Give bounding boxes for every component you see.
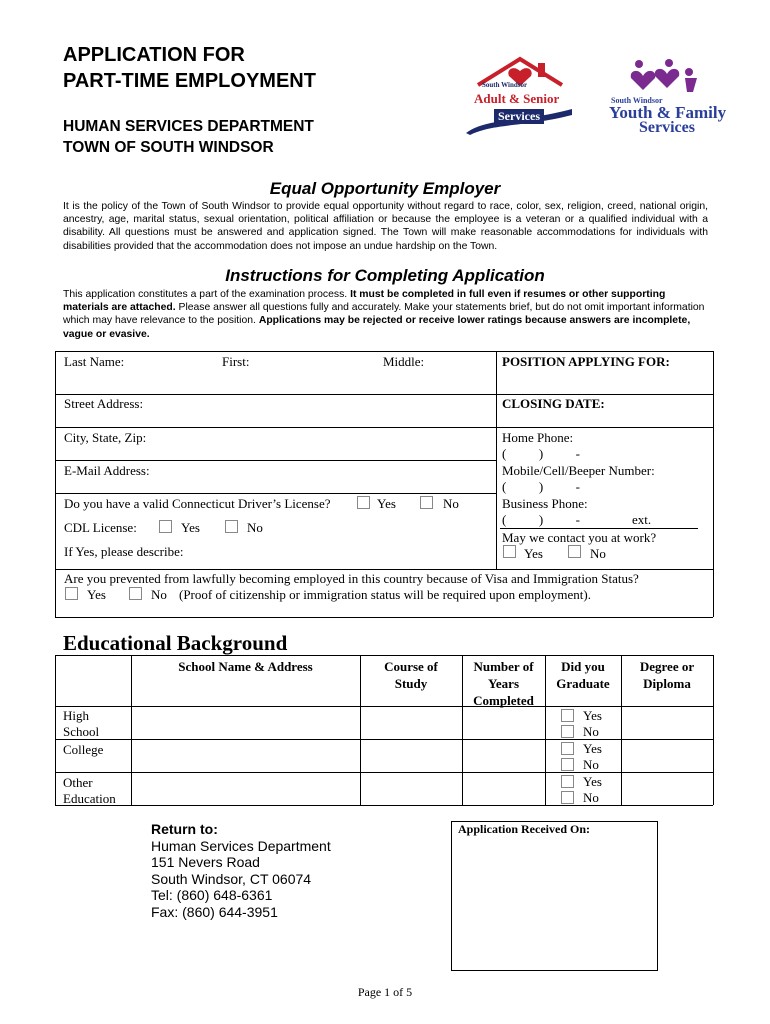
middle-name-label: Middle: <box>383 354 425 369</box>
visa-no-checkbox[interactable] <box>129 587 142 600</box>
years-header-line1: Number of <box>473 659 534 674</box>
college-graduate-no-checkbox[interactable] <box>561 758 574 771</box>
course-header-line1: Course of <box>384 659 438 674</box>
return-fax: Fax: (860) 644-3951 <box>151 903 278 920</box>
hs-graduate-yes-label: Yes <box>583 708 602 723</box>
contact-yes-label: Yes <box>524 546 543 561</box>
years-header-line2: Years <box>487 676 520 691</box>
closing-date-label: CLOSING DATE: <box>502 396 605 411</box>
college-graduate-yes-checkbox[interactable] <box>561 742 574 755</box>
position-applying-label: POSITION APPLYING FOR: <box>502 354 670 369</box>
drivers-license-question: Do you have a valid Connecticut Driver’s License? <box>64 496 331 511</box>
last-name-label: Last Name: <box>64 354 125 369</box>
town-name: TOWN OF SOUTH WINDSOR <box>63 139 274 156</box>
return-to-label: Return to: <box>151 821 218 837</box>
home-phone-field[interactable]: ( ) - <box>502 446 580 461</box>
contact-no-label: No <box>590 546 606 561</box>
course-header-line2: Study <box>394 676 428 691</box>
other-graduate-yes-checkbox[interactable] <box>561 775 574 788</box>
hs-graduate-no-label: No <box>583 724 599 739</box>
row-college: College <box>63 742 104 757</box>
eoe-policy-text: It is the policy of the Town of South Windsor to provide equal opportunity without regard to race, color, sex, religion, creed, national origin, ancestry, age, marital status, sexual orientation, political affiliation or because the employee is a veteran or a qualified individual with a disability. All questions must be answered and application signed. The Town will make reasonable accommodations for individuals with disabilities provided that the accommodation does not impose an undue hardship on the Town. <box>63 201 708 252</box>
mobile-number-field[interactable]: ( ) - <box>502 479 580 494</box>
return-street: 151 Nevers Road <box>151 854 260 871</box>
cdl-describe-label: If Yes, please describe: <box>64 544 184 559</box>
instructions-text <box>63 288 713 341</box>
adult-senior-logo-title: Adult & Senior <box>474 91 560 106</box>
return-dept: Human Services Department <box>151 837 331 854</box>
email-address-label: E-Mail Address: <box>64 463 150 478</box>
row-high-school-line1: High <box>63 708 89 723</box>
instructions-heading: Instructions for Completing Application <box>225 266 545 285</box>
cdl-no-checkbox[interactable] <box>225 520 238 533</box>
years-column-header <box>462 658 545 709</box>
may-contact-question: May we contact you at work? <box>502 530 657 545</box>
instructions-sentence-1: This application constitutes a part of the examination process. <box>63 289 348 300</box>
page-number: Page 1 of 5 <box>357 985 413 999</box>
cdl-yes-label: Yes <box>181 520 200 535</box>
cdl-yes-checkbox[interactable] <box>159 520 172 533</box>
visa-status-question: Are you prevented from lawfully becoming employed in this country because of Visa and Immigration Status? <box>64 571 639 586</box>
other-graduate-no-checkbox[interactable] <box>561 791 574 804</box>
department-name: HUMAN SERVICES DEPARTMENT <box>63 118 314 135</box>
application-received-box <box>451 821 658 971</box>
graduate-header-line1: Did you <box>561 659 605 674</box>
youth-family-logo-title: Youth & Family <box>609 103 727 122</box>
graduate-column-header <box>545 658 621 692</box>
application-received-label: Application Received On: <box>458 822 590 836</box>
visa-proof-note: (Proof of citizenship or immigration status will be required upon employment). <box>179 587 591 602</box>
row-other-line2: Education <box>63 791 116 806</box>
education-heading: Educational Background <box>63 631 288 655</box>
cdl-no-label: No <box>247 520 263 535</box>
hs-graduate-no-checkbox[interactable] <box>561 725 574 738</box>
degree-header-line1: Degree or <box>639 659 695 674</box>
course-column-header <box>360 658 462 692</box>
instructions-sentence-2: Please answer all questions fully and accurately. Make your statements brief, but do not omit important information which may have relevance to the position. <box>63 302 705 327</box>
row-other-line1: Other <box>63 775 93 790</box>
college-graduate-no-label: No <box>583 757 599 772</box>
row-high-school-line2: School <box>63 724 100 739</box>
mobile-number-label: Mobile/Cell/Beeper Number: <box>502 463 655 478</box>
form-title-line2: PART-TIME EMPLOYMENT <box>63 70 316 92</box>
other-graduate-no-label: No <box>583 790 599 805</box>
visa-no-label: No <box>151 587 167 602</box>
family-figures-icon <box>605 58 735 98</box>
adult-senior-services-logo <box>460 55 580 135</box>
youth-family-logo-small-text: South Windsor <box>611 96 663 105</box>
years-header-line3: Completed <box>473 693 534 708</box>
license-no-checkbox[interactable] <box>420 496 433 509</box>
eoe-heading: Equal Opportunity Employer <box>269 179 501 198</box>
degree-column-header <box>621 658 713 692</box>
return-city: South Windsor, CT 06074 <box>151 870 312 887</box>
other-graduate-yes-label: Yes <box>583 774 602 789</box>
instructions-bold-2: Applications may be rejected or receive lower ratings because answers are incomplete, vague or evasive. <box>63 315 691 340</box>
first-name-label: First: <box>222 354 250 369</box>
youth-family-logo-subtitle: Services <box>639 119 695 136</box>
return-address-block <box>151 821 331 921</box>
contact-yes-checkbox[interactable] <box>503 545 516 558</box>
home-phone-label: Home Phone: <box>502 430 574 445</box>
license-no-label: No <box>443 496 459 511</box>
visa-yes-label: Yes <box>87 587 106 602</box>
business-phone-field[interactable]: ( ) - ext. <box>502 512 652 527</box>
business-phone-label: Business Phone: <box>502 496 588 511</box>
city-state-zip-label: City, State, Zip: <box>64 430 147 445</box>
street-address-label: Street Address: <box>64 396 144 411</box>
license-yes-label: Yes <box>377 496 396 511</box>
cdl-license-label: CDL License: <box>64 520 137 535</box>
college-graduate-yes-label: Yes <box>583 741 602 756</box>
adult-senior-logo-subtitle: Services <box>494 109 544 124</box>
form-title-line1: APPLICATION FOR <box>63 44 245 66</box>
graduate-header-line2: Graduate <box>556 676 610 691</box>
hs-graduate-yes-checkbox[interactable] <box>561 709 574 722</box>
license-yes-checkbox[interactable] <box>357 496 370 509</box>
adult-senior-logo-small-text: South Windsor <box>482 81 528 89</box>
visa-yes-checkbox[interactable] <box>65 587 78 600</box>
return-tel: Tel: (860) 648-6361 <box>151 887 273 904</box>
school-name-column-header: School Name & Address <box>178 659 313 674</box>
instructions-bold-1: It must be completed in full even if resumes or other supporting materials are attached. <box>63 289 666 314</box>
contact-no-checkbox[interactable] <box>568 545 581 558</box>
youth-family-services-logo <box>605 58 735 138</box>
degree-header-line2: Diploma <box>643 676 691 691</box>
